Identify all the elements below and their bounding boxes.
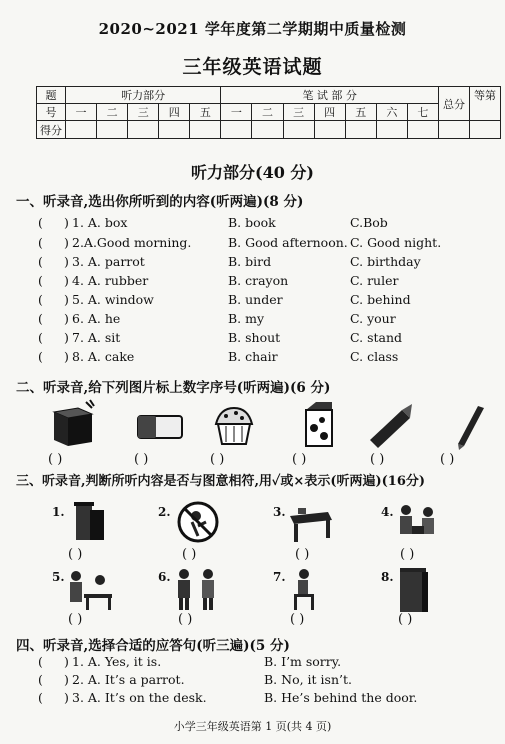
option-b: B. bird [228,254,272,269]
score-cell[interactable] [66,121,97,139]
col-header: 三 [128,104,159,121]
answer-paren-close: ) [64,273,69,288]
score-cell[interactable] [345,121,376,139]
col-header: 一 [66,104,97,121]
item-number: 8. [381,570,394,584]
col-header: 五 [345,104,376,121]
score-table [36,86,501,139]
answer-blank[interactable]: ( ) [68,547,83,562]
option-b: B. Good afternoon. [228,235,348,250]
part4-heading: 四、听录音,选择合适的应答句(听三遍)(5 分) [16,638,290,654]
answer-blank[interactable]: ( ) [210,452,225,467]
score-cell[interactable] [252,121,283,139]
option-a: 8. A. cake [72,349,135,364]
desk-icon [284,502,336,544]
option-b: B. chair [228,349,278,364]
table-label-hao: 号 [37,104,66,121]
option-b: B. under [228,292,283,307]
question-row [38,235,498,253]
score-cell[interactable] [190,121,221,139]
option-a: 2. A. It’s a parrot. [72,672,185,687]
answer-paren-open[interactable]: ( [38,672,43,687]
col-header: 六 [376,104,407,121]
score-cell[interactable] [439,121,470,139]
option-c: C. ruler [350,273,399,288]
answer-blank[interactable]: ( ) [134,452,149,467]
answer-paren-open[interactable]: ( [38,349,43,364]
question-row [38,330,498,348]
answer-paren-close: ) [64,292,69,307]
answer-paren-open[interactable]: ( [38,330,43,345]
answer-paren-open[interactable]: ( [38,311,43,326]
item-number: 5. [52,570,65,584]
score-cell[interactable] [159,121,190,139]
listening-header: 听力部分 [66,87,221,104]
total-header: 总分 [439,87,470,121]
section-title: 听力部分(40 分) [191,163,314,182]
part3-heading: 三、听录音,判断所听内容是否与图意相符,用✓或×表示(听两遍)(16分) [16,474,426,489]
option-a: 1. A. Yes, it is. [72,654,162,669]
item-number: 6. [158,570,171,584]
option-b: B. I’m sorry. [264,654,342,669]
part1-heading: 一、听录音,选出你所听到的内容(听两遍)(8 分) [16,194,304,210]
col-header: 二 [252,104,283,121]
option-b: B. He’s behind the door. [264,690,418,705]
question-row [38,311,498,329]
option-c: C.Bob [350,215,388,230]
answer-paren-open[interactable]: ( [38,654,43,669]
question-row [38,273,498,291]
answer-paren-open[interactable]: ( [38,215,43,230]
item-number: 4. [381,505,394,519]
answer-paren-close: ) [64,215,69,230]
box-icon [48,398,100,450]
answer-blank[interactable]: ( ) [370,452,385,467]
answer-blank[interactable]: ( ) [178,612,193,627]
option-a: 6. A. he [72,311,121,326]
col-header: 五 [190,104,221,121]
col-header: 四 [159,104,190,121]
answer-blank[interactable]: ( ) [398,612,413,627]
answer-blank[interactable]: ( ) [400,547,415,562]
score-cell[interactable] [97,121,128,139]
answer-blank[interactable]: ( ) [48,452,63,467]
question-row [38,254,498,272]
cake-icon [208,400,260,452]
question-row [38,690,498,708]
door-bin-icon [66,500,112,544]
item-number: 3. [273,505,286,519]
answer-paren-close: ) [64,654,69,669]
col-header: 二 [97,104,128,121]
answer-paren-open[interactable]: ( [38,254,43,269]
answer-paren-open[interactable]: ( [38,273,43,288]
option-a: 7. A. sit [72,330,121,345]
col-header: 四 [314,104,345,121]
classroom-icon [64,566,116,612]
item-number: 7. [273,570,286,584]
item-number: 1. [52,505,65,519]
answer-paren-close: ) [64,254,69,269]
option-a: 3. A. It’s on the desk. [72,690,207,705]
score-cell[interactable] [407,121,438,139]
score-cell[interactable] [221,121,252,139]
door-icon [394,566,434,614]
crayon-icon [366,400,418,452]
answer-paren-close: ) [64,690,69,705]
score-cell[interactable] [376,121,407,139]
answer-paren-close: ) [64,349,69,364]
answer-paren-open[interactable]: ( [38,690,43,705]
table-label-ti: 题 [37,87,66,104]
option-b: B. shout [228,330,281,345]
option-a: 1. A. box [72,215,128,230]
answer-blank[interactable]: ( ) [290,612,305,627]
writing-header: 笔 试 部 分 [221,87,439,104]
pen-icon [444,398,496,450]
option-a: 5. A. window [72,292,154,307]
answer-paren-open[interactable]: ( [38,235,43,250]
question-row [38,654,498,672]
score-cell[interactable] [128,121,159,139]
answer-blank[interactable]: ( ) [292,452,307,467]
option-c: C. class [350,349,399,364]
question-row [38,349,498,367]
score-row-label: 得分 [37,121,66,139]
exam-subtitle: 三年级英语试题 [182,56,323,78]
option-b: B. my [228,311,265,326]
option-b: B. crayon [228,273,289,288]
option-a: 2.A.Good morning. [72,235,192,250]
answer-paren-close: ) [64,235,69,250]
two-people-icon [170,566,222,612]
question-row [38,672,498,690]
option-a: 3. A. parrot [72,254,145,269]
no-shouting-icon [176,500,220,544]
option-c: C. your [350,311,396,326]
option-b: B. No, it isn’t. [264,672,352,687]
answer-paren-close: ) [64,330,69,345]
answer-blank[interactable]: ( ) [182,547,197,562]
children-icon [392,500,444,544]
answer-paren-close: ) [64,672,69,687]
part2-heading: 二、听录音,给下列图片标上数字序号(听两遍)(6 分) [16,380,331,396]
option-a: 4. A. rubber [72,273,149,288]
answer-paren-open[interactable]: ( [38,292,43,307]
milk-carton-icon [292,398,344,450]
exam-title: 2020~2021 学年度第二学期期中质量检测 [98,20,407,38]
sitting-child-icon [286,566,326,612]
score-cell[interactable] [470,121,501,139]
option-c: C. Good night. [350,235,442,250]
score-cell[interactable] [314,121,345,139]
answer-paren-close: ) [64,311,69,326]
page-footer: 小学三年级英语第 1 页(共 4 页) [173,720,332,733]
option-c: C. birthday [350,254,421,269]
question-row [38,292,498,310]
eraser-icon [134,402,186,454]
answer-blank[interactable]: ( ) [68,612,83,627]
item-number: 2. [158,505,171,519]
score-cell[interactable] [283,121,314,139]
question-row [38,215,498,233]
option-b: B. book [228,215,276,230]
answer-blank[interactable]: ( ) [295,547,310,562]
answer-blank[interactable]: ( ) [440,452,455,467]
col-header: 一 [221,104,252,121]
grade-header: 等第 [470,87,501,121]
option-c: C. behind [350,292,411,307]
col-header: 七 [407,104,438,121]
col-header: 三 [283,104,314,121]
option-c: C. stand [350,330,403,345]
